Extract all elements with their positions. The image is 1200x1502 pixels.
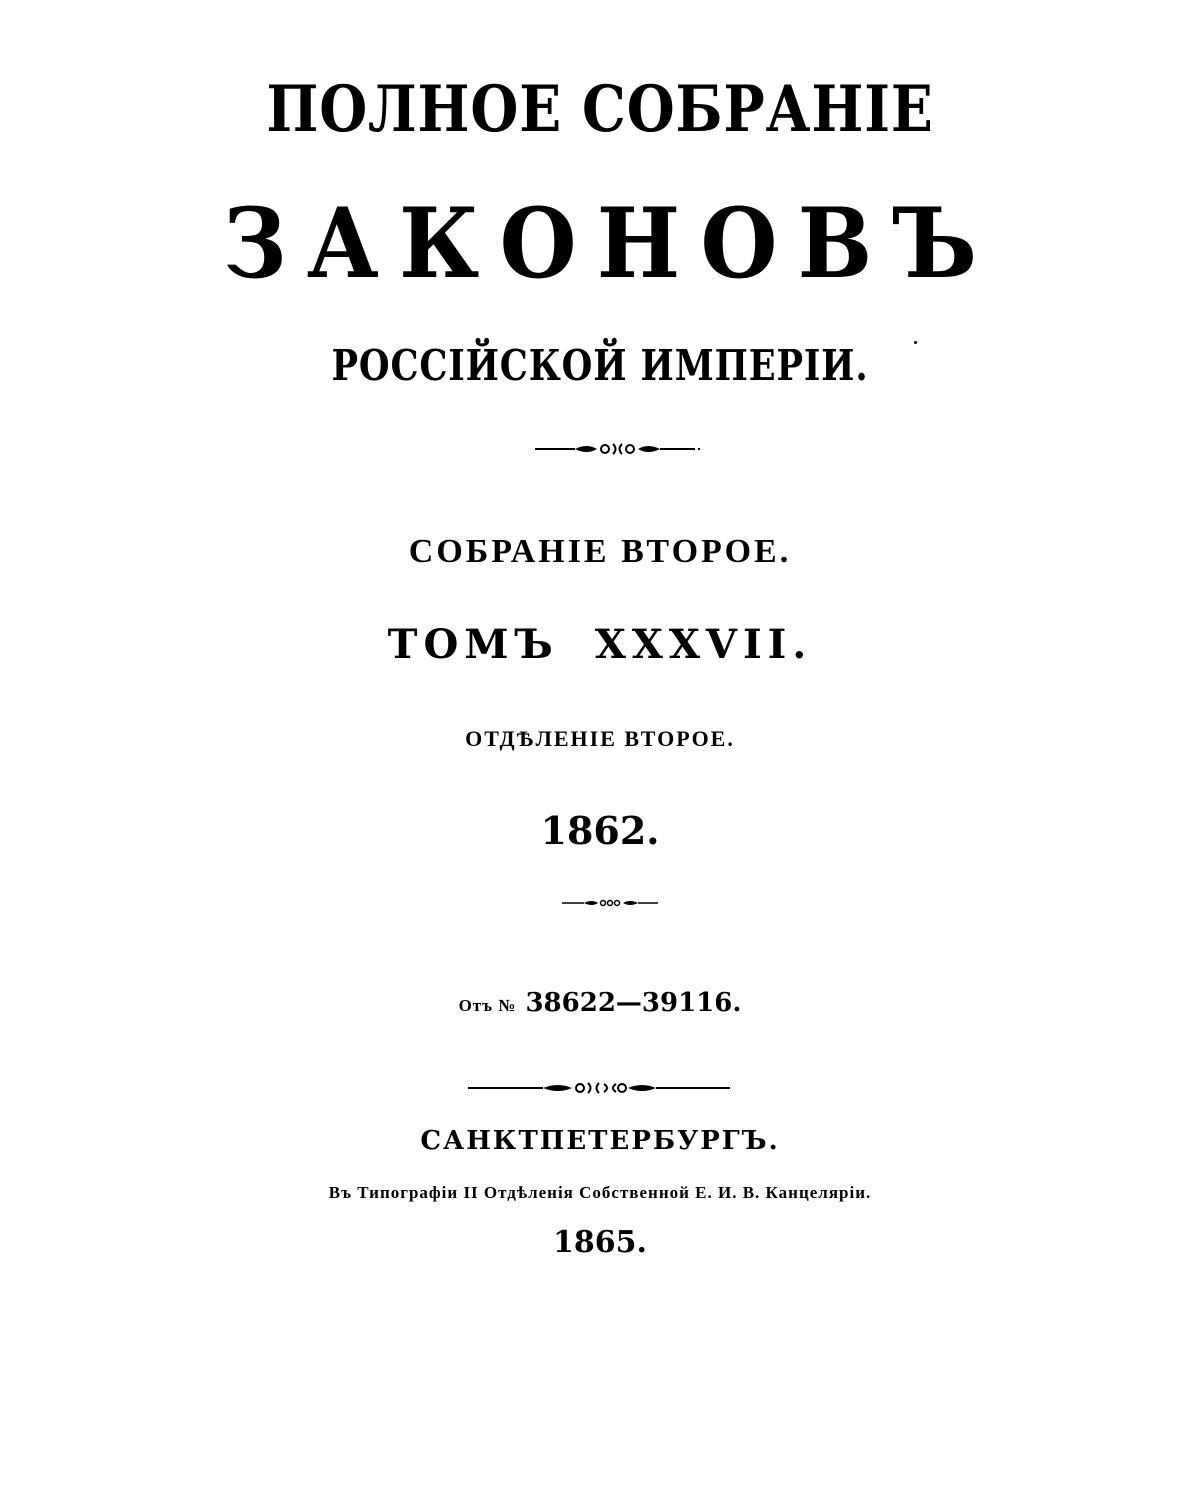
publication-city: САНКТПЕТЕРБУРГЪ.: [420, 1126, 780, 1156]
collection-label: СОБРАНІЕ ВТОРОЕ.: [408, 533, 792, 570]
title-line-2: ЗАКОНОВЪ: [222, 187, 998, 300]
title-line-1: ПОЛНОЕ СОБРАНІЕ: [266, 72, 934, 147]
volume-label: ТОМЪ: [387, 621, 559, 668]
division-label: ОТДѢЛЕНІЕ ВТОРОЕ.: [465, 726, 735, 751]
publisher-imprint: Въ Типографіи II Отдѣленія Собственной Е. И. В. Канцеляріи.: [328, 1183, 872, 1202]
numbers-prefix: Отъ №: [458, 996, 517, 1015]
title-line-3: РОССІЙСКОЙ ИМПЕРІИ.: [331, 341, 869, 390]
volume-heading: [0, 621, 1200, 668]
ink-speck: [914, 341, 917, 344]
decree-number-range: [0, 990, 1200, 1016]
ornament-divider-middle: [562, 896, 662, 910]
publication-year: 1865.: [553, 1225, 647, 1260]
ornament-divider-bottom: [468, 1078, 730, 1098]
ornament-divider-top: [535, 438, 700, 460]
numbers-range: 38622—39116.: [525, 988, 742, 1018]
volume-year: 1862.: [540, 808, 660, 853]
volume-number: XXXVII.: [594, 621, 813, 668]
